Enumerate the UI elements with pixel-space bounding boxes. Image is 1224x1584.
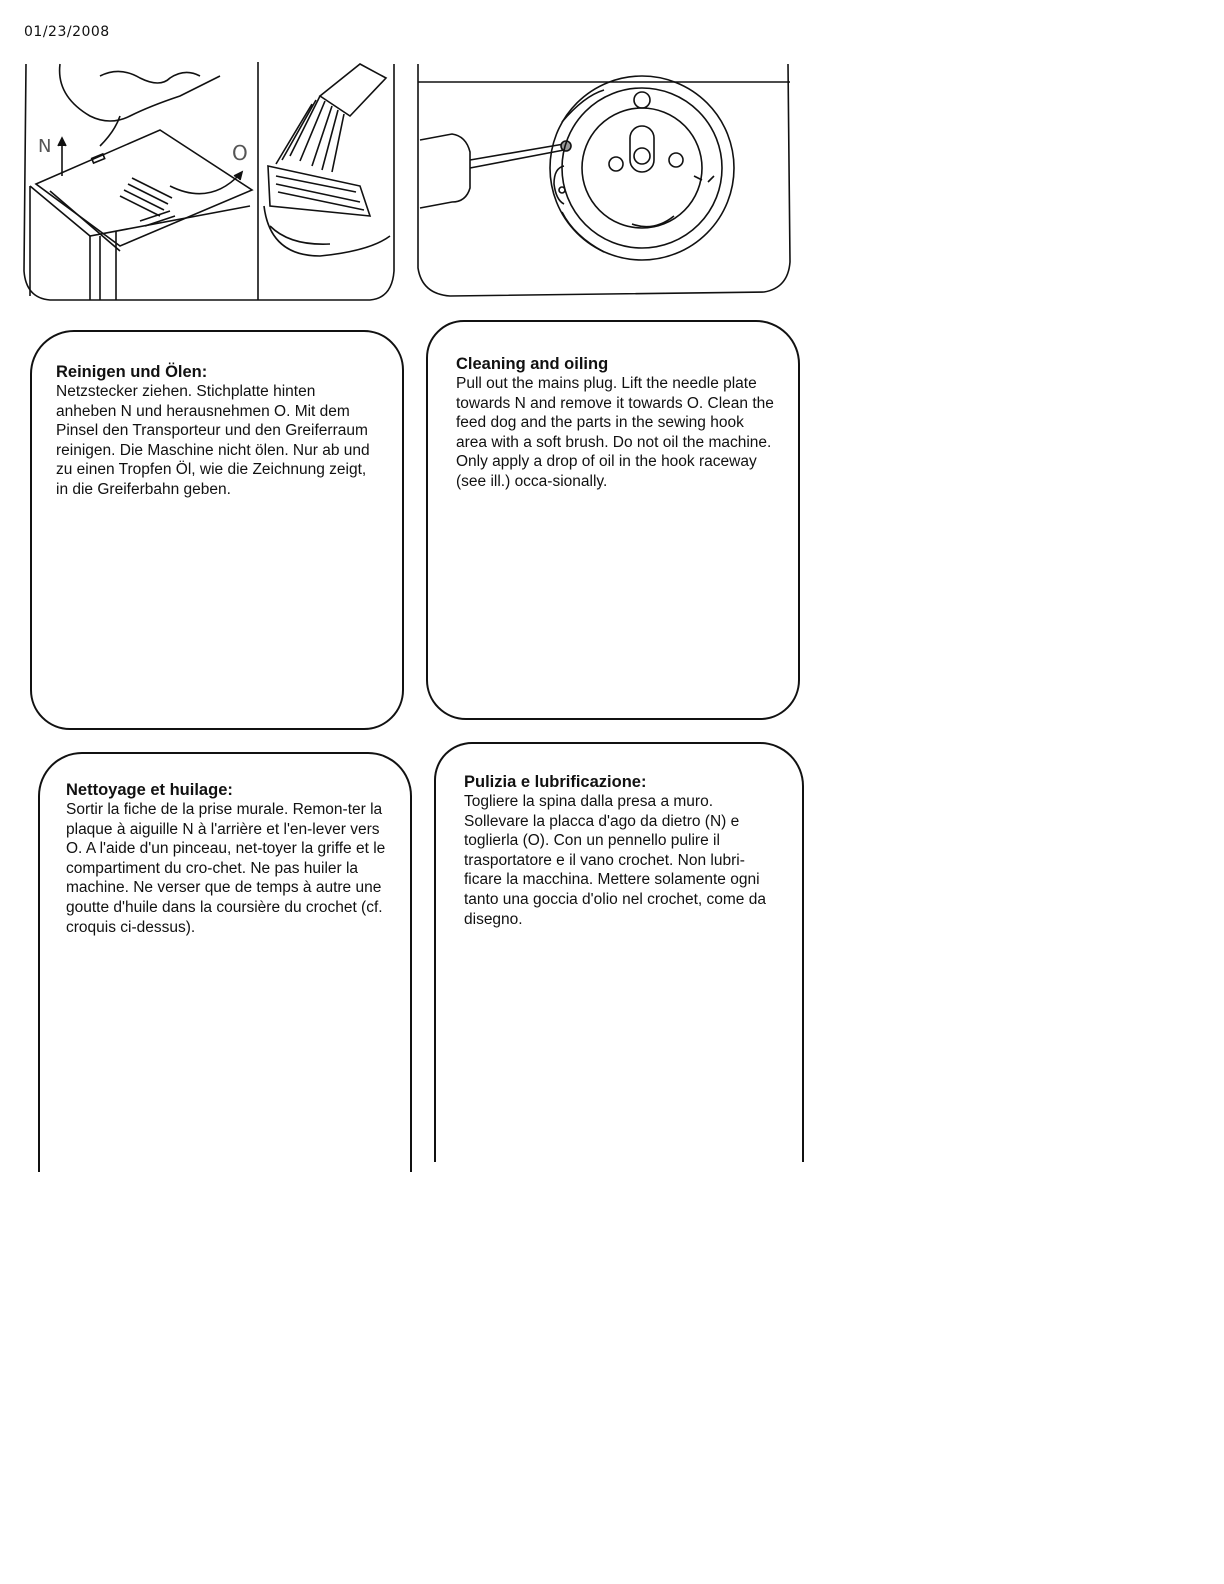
section-body: Togliere la spina dalla presa a muro. Sollevare la placca d'ago da dietro (N) e toglierla (O). Con un pennello pulire il trasportatore e il vano crochet. Non lubri-ficare la macchina. Mettere solamente ogni tanto una goccia d'olio nel crochet, come da disegno. [464, 793, 766, 928]
section-german [30, 330, 404, 730]
section-body: Pull out the mains plug. Lift the needle plate towards N and remove it towards O. Clean the feed dog and the parts in the sewing hook area with a soft brush. Do not oil the machine. Only apply a drop of oil in the hook raceway (see ill.) occa-sionally. [456, 375, 774, 490]
section-body: Netzstecker ziehen. Stichplatte hinten anheben N und herausnehmen O. Mit dem Pinsel den Transporteur und den Greiferraum reinigen. Die Maschine nicht ölen. Nur ab und zu einen Tropfen Öl, wie die Zeichnung zeigt, in die Greiferbahn geben. [56, 383, 370, 498]
section-english [426, 320, 800, 720]
label-n: N [38, 136, 52, 157]
section-title: Cleaning and oiling [456, 355, 609, 373]
section-body: Sortir la fiche de la prise murale. Remon-ter la plaque à aiguille N à l'arrière et l'en-lever vers O. A l'aide d'un pinceau, net-toyer la griffe et le compartiment du cro-chet. Ne pas huiler la machine. Ne verser que de temps à autre une goutte d'huile dans la coursière du crochet (cf. croquis ci-dessus). [66, 801, 386, 936]
section-title: Nettoyage et huilage: [66, 781, 233, 799]
page-date: 01/23/2008 [24, 24, 110, 40]
section-italian [434, 742, 804, 1162]
needle-plate-illustration [20, 56, 398, 306]
hook-oiling-illustration [414, 56, 794, 300]
label-o: O [232, 141, 248, 165]
section-french [38, 752, 412, 1172]
section-title: Pulizia e lubrificazione: [464, 773, 647, 791]
section-title: Reinigen und Ölen: [56, 363, 208, 381]
